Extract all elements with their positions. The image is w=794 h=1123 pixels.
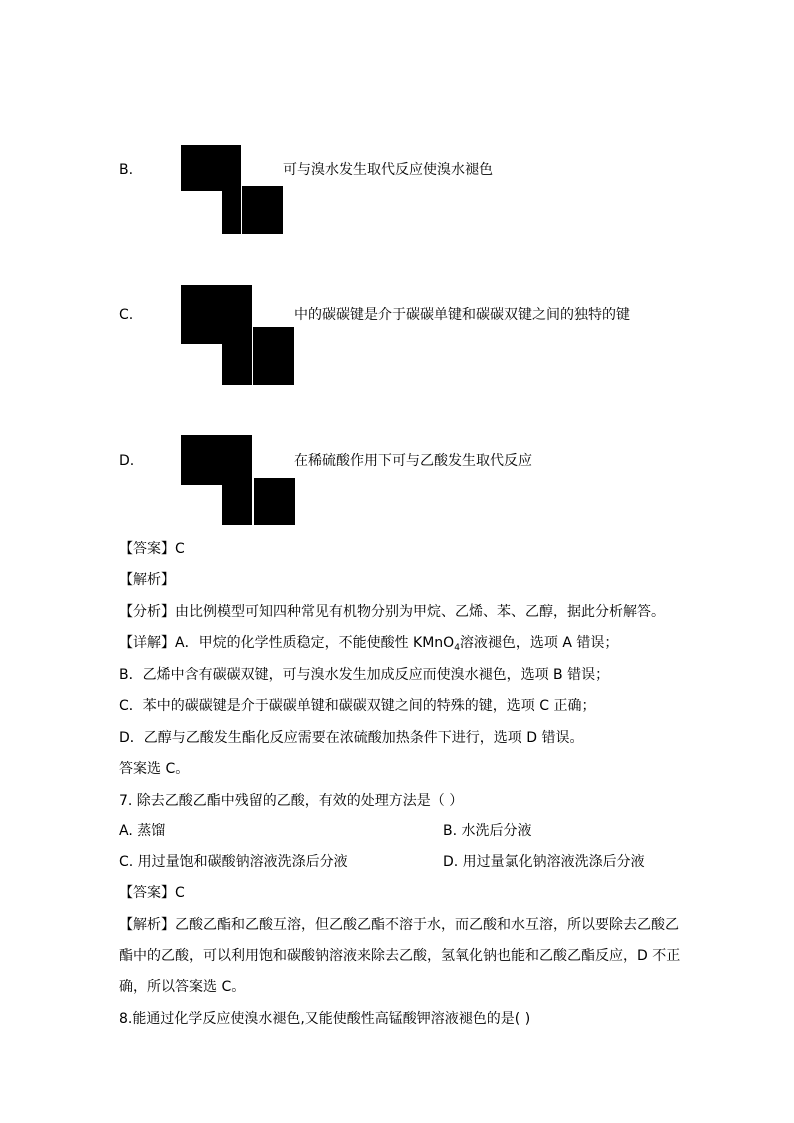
- q7-option-a: A. 蒸馏: [119, 823, 166, 839]
- q6-detail-a-pre: 【详解】A．甲烷的化学性质稳定，不能使酸性 KMnO: [119, 635, 455, 651]
- q6-conclusion: 答案选 C。: [119, 761, 190, 777]
- q6-detail-b: B．乙烯中含有碳碳双键，可与溴水发生加成反应而使溴水褪色，选项 B 错误；: [119, 667, 610, 683]
- q7-analysis-line1: 【解析】乙酸乙酯和乙酸互溶，但乙酸乙酯不溶于水，而乙酸和水互溶，所以要除去乙酸乙: [119, 917, 679, 933]
- option-d-text: 在稀硫酸作用下可与乙酸发生取代反应: [294, 453, 532, 469]
- q7-option-b: B. 水洗后分液: [443, 823, 532, 839]
- q6-detail-a: [119, 634, 618, 652]
- q7-question: 7. 除去乙酸乙酯中残留的乙酸，有效的处理方法是（ ）: [119, 793, 464, 809]
- q6-detail-a-post: 溶液褪色，选项 A 错误；: [459, 635, 619, 651]
- option-c-text: 中的碳碳键是介于碳碳单键和碳碳双键之间的独特的键: [294, 307, 630, 323]
- option-c-letter: C.: [119, 307, 134, 323]
- q6-detail-a-sub: 4: [454, 643, 460, 653]
- option-b-letter: B.: [119, 162, 134, 178]
- q6-detail-d: D．乙醇与乙酸发生酯化反应需要在浓硫酸加热条件下进行，选项 D 错误。: [119, 730, 584, 746]
- q8-question: 8.能通过化学反应使溴水褪色,又能使酸性高锰酸钾溶液褪色的是( ): [119, 1011, 531, 1027]
- q7-option-d: D. 用过量氯化钠溶液洗涤后分液: [443, 854, 645, 870]
- q7-option-c: C. 用过量饱和碳酸钠溶液洗涤后分液: [119, 854, 348, 870]
- q7-answer: 【答案】C: [119, 885, 185, 901]
- q6-answer: 【答案】C: [119, 541, 185, 557]
- q6-analysis-header: 【解析】: [119, 572, 175, 588]
- q7-analysis-line3: 确，所以答案选 C。: [119, 979, 246, 995]
- option-d-letter: D.: [119, 453, 135, 469]
- q7-analysis-line2: 酯中的乙酸，可以利用饱和碳酸钠溶液来除去乙酸，氢氧化钠也能和乙酸乙酯反应，D 不正: [119, 948, 681, 964]
- q6-fenxi: 【分析】由比例模型可知四种常见有机物分别为甲烷、乙烯、苯、乙醇，据此分析解答。: [119, 604, 665, 620]
- option-b-text: 可与溴水发生取代反应使溴水褪色: [283, 162, 493, 178]
- q6-detail-c: C．苯中的碳碳键是介于碳碳单键和碳碳双键之间的特殊的键，选项 C 正确；: [119, 698, 596, 714]
